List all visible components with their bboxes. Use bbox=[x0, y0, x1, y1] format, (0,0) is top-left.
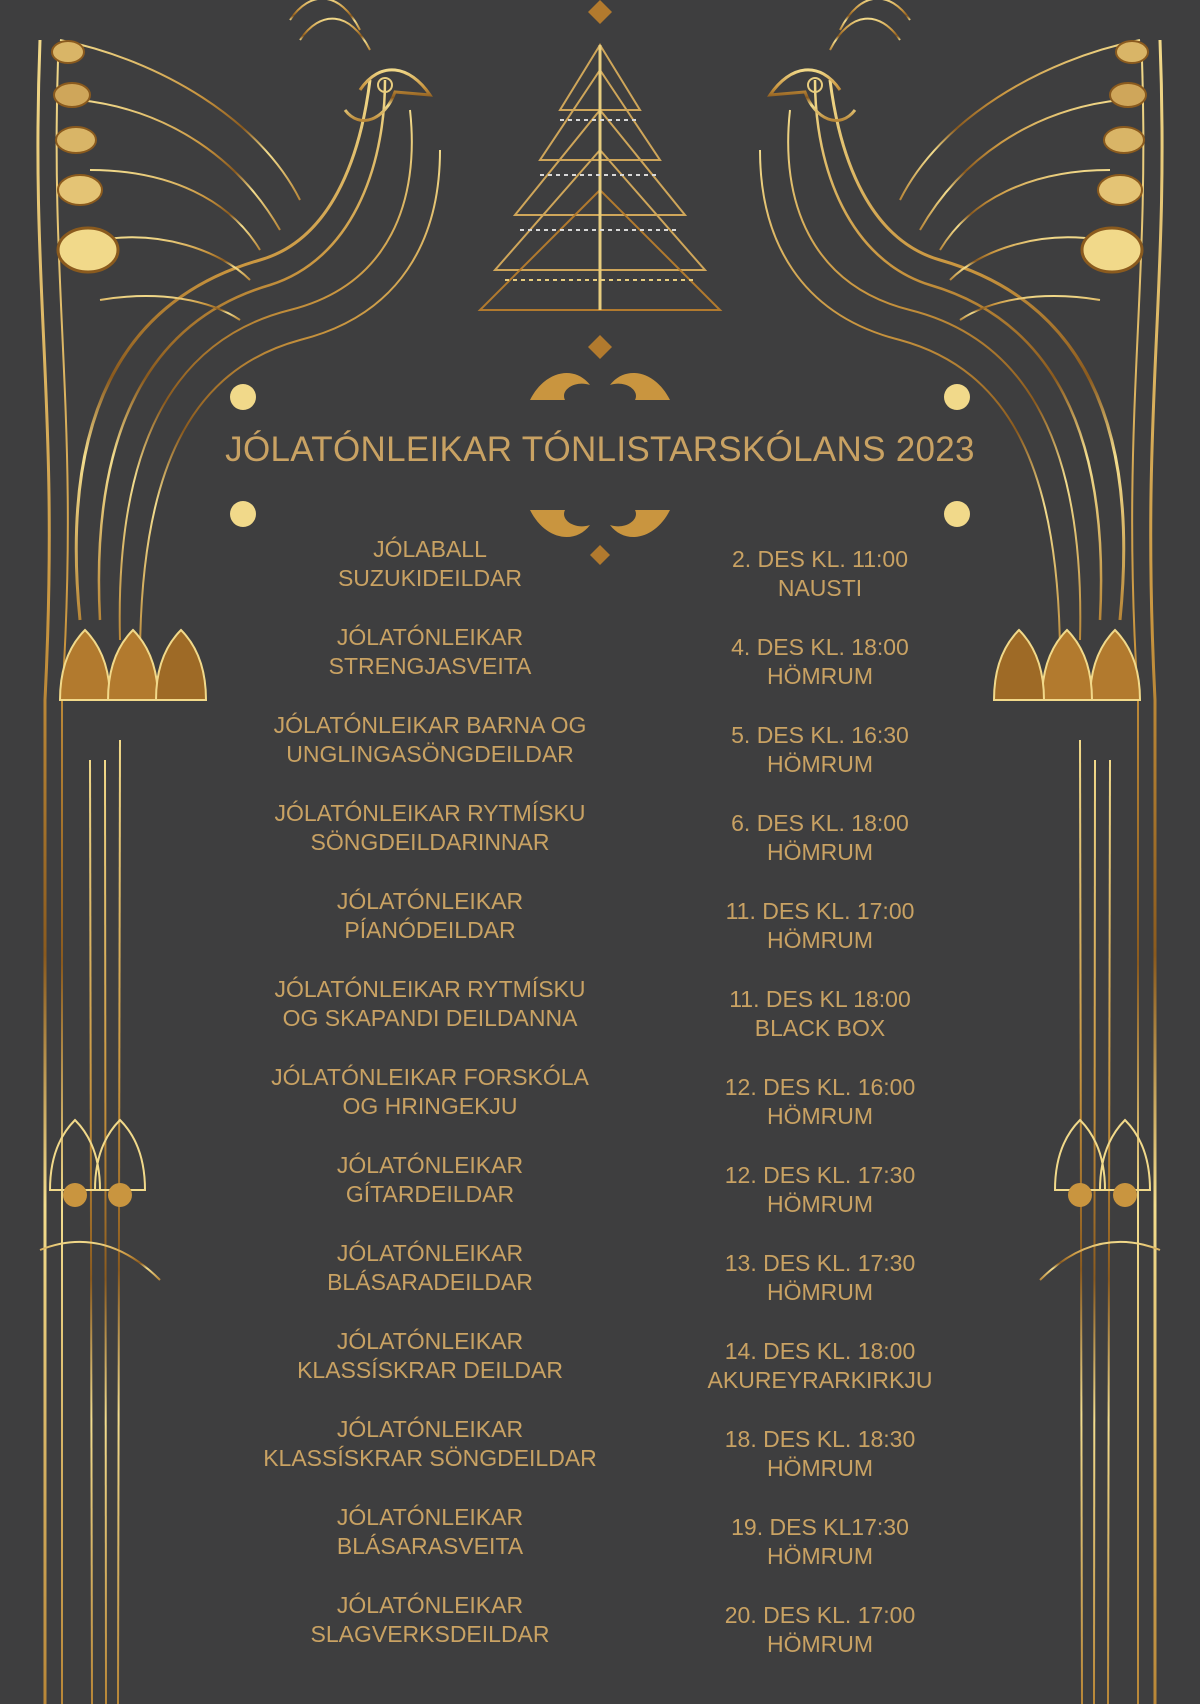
schedule-row bbox=[240, 1415, 960, 1503]
event-name: JÓLATÓNLEIKAR GÍTARDEILDAR bbox=[336, 1152, 524, 1207]
event-when bbox=[680, 1249, 960, 1307]
event-venue: HÖMRUM bbox=[766, 1279, 874, 1305]
event-date: 12. DES KL. 17:30 bbox=[724, 1162, 916, 1188]
event-date: 18. DES KL. 18:30 bbox=[724, 1426, 916, 1452]
event-when bbox=[680, 985, 960, 1043]
event-when bbox=[680, 1161, 960, 1219]
event-name: JÓLATÓNLEIKAR KLASSÍSKRAR SÖNGDEILDAR bbox=[263, 1416, 597, 1471]
event-venue: HÖMRUM bbox=[766, 663, 874, 689]
event-venue: HÖMRUM bbox=[766, 927, 874, 953]
event-venue: NAUSTI bbox=[777, 575, 863, 601]
event-venue: HÖMRUM bbox=[766, 1103, 874, 1129]
schedule-row bbox=[240, 711, 960, 799]
event-when bbox=[680, 809, 960, 867]
event-name: JÓLATÓNLEIKAR KLASSÍSKRAR DEILDAR bbox=[297, 1328, 563, 1383]
schedule-row bbox=[240, 975, 960, 1063]
event-venue: AKUREYRARKIRKJU bbox=[707, 1367, 933, 1393]
event-venue: HÖMRUM bbox=[766, 751, 874, 777]
event-date: 4. DES KL. 18:00 bbox=[731, 634, 909, 660]
schedule-row bbox=[240, 623, 960, 711]
event-name: JÓLATÓNLEIKAR STRENGJASVEITA bbox=[328, 624, 532, 679]
event-name: JÓLATÓNLEIKAR SLAGVERKSDEILDAR bbox=[310, 1592, 550, 1647]
concert-schedule bbox=[240, 535, 960, 1679]
event-date: 11. DES KL 18:00 bbox=[729, 986, 911, 1012]
schedule-row bbox=[240, 887, 960, 975]
event-name: JÓLATÓNLEIKAR BLÁSARASVEITA bbox=[336, 1504, 524, 1559]
event-when bbox=[680, 1513, 960, 1571]
event-venue: HÖMRUM bbox=[766, 1191, 874, 1217]
event-venue: HÖMRUM bbox=[766, 1631, 874, 1657]
event-when bbox=[680, 1601, 960, 1659]
event-date: 13. DES KL. 17:30 bbox=[724, 1250, 916, 1276]
christmas-tree bbox=[480, 0, 720, 310]
event-name: JÓLATÓNLEIKAR RYTMÍSKU OG SKAPANDI DEILDANNA bbox=[274, 976, 586, 1031]
event-venue: HÖMRUM bbox=[766, 1543, 874, 1569]
schedule-row bbox=[240, 799, 960, 887]
schedule-row bbox=[240, 1591, 960, 1679]
event-name: JÓLATÓNLEIKAR BARNA OG UNGLINGASÖNGDEILDAR bbox=[273, 712, 587, 767]
event-when bbox=[680, 897, 960, 955]
event-date: 11. DES KL. 17:00 bbox=[725, 898, 915, 924]
event-name: JÓLATÓNLEIKAR PÍANÓDEILDAR bbox=[336, 888, 524, 943]
event-date: 19. DES KL17:30 bbox=[731, 1514, 909, 1540]
schedule-row bbox=[240, 535, 960, 623]
event-when bbox=[680, 1337, 960, 1395]
event-date: 5. DES KL. 16:30 bbox=[731, 722, 909, 748]
event-name: JÓLATÓNLEIKAR RYTMÍSKU SÖNGDEILDARINNAR bbox=[274, 800, 586, 855]
scroll-divider-top bbox=[230, 335, 970, 410]
event-date: 12. DES KL. 16:00 bbox=[724, 1074, 916, 1100]
event-when bbox=[680, 1073, 960, 1131]
event-venue: BLACK BOX bbox=[754, 1015, 886, 1041]
schedule-row bbox=[240, 1327, 960, 1415]
event-when bbox=[680, 633, 960, 691]
schedule-row bbox=[240, 1151, 960, 1239]
schedule-row bbox=[240, 1063, 960, 1151]
event-venue: HÖMRUM bbox=[766, 839, 874, 865]
poster-title: JÓLATÓNLEIKAR TÓNLISTARSKÓLANS 2023 bbox=[225, 430, 975, 469]
schedule-row bbox=[240, 1503, 960, 1591]
event-date: 14. DES KL. 18:00 bbox=[724, 1338, 916, 1364]
event-date: 20. DES KL. 17:00 bbox=[724, 1602, 916, 1628]
event-when bbox=[680, 1425, 960, 1483]
event-name: JÓLATÓNLEIKAR BLÁSARADEILDAR bbox=[327, 1240, 533, 1295]
event-when bbox=[680, 545, 960, 603]
event-name: JÓLATÓNLEIKAR FORSKÓLA OG HRINGEKJU bbox=[271, 1064, 589, 1119]
event-venue: HÖMRUM bbox=[766, 1455, 874, 1481]
event-date: 6. DES KL. 18:00 bbox=[731, 810, 909, 836]
event-name: JÓLABALL SUZUKIDEILDAR bbox=[337, 536, 523, 591]
event-date: 2. DES KL. 11:00 bbox=[731, 546, 908, 572]
schedule-row bbox=[240, 1239, 960, 1327]
event-when bbox=[680, 721, 960, 779]
